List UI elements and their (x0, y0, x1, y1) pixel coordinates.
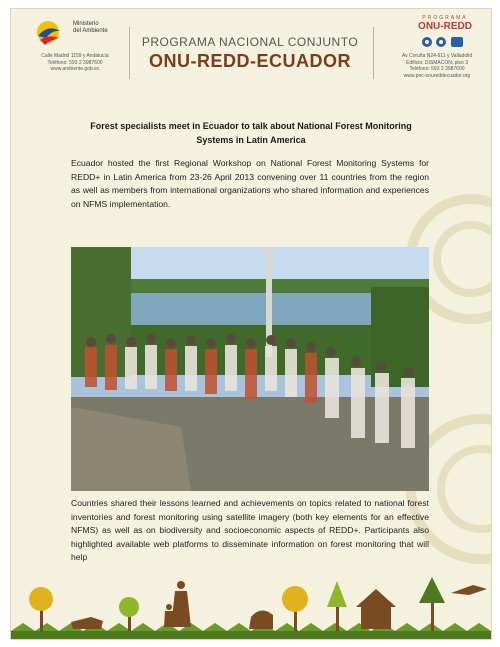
onu-redd-logo: ONU-REDD (418, 21, 472, 32)
document-page (10, 8, 492, 640)
tree-icon (419, 577, 445, 631)
hut-icon (356, 589, 396, 629)
monkey-icon (249, 610, 273, 629)
header-divider (129, 27, 130, 79)
header-divider (373, 27, 374, 79)
letterhead (11, 9, 491, 97)
ministry-name: Ministerio del Ambiente (73, 21, 108, 34)
article-paragraph: Countries shared their lessons learned and achievements on topics related to national forest inventories and forest monitoring using satellite imagery (both key elements for an effective NFMS) as well as on biodiversity and socioeconomic aspects of REDD+. Participants also highlighted available web platforms to disseminate information on forest monitoring that will help (71, 498, 429, 563)
ministry-contact: Calle Madrid 1159 y Andalucía Teléfono: 593 2 3987600 www.ambiente.gob.ec (41, 53, 109, 72)
family-icon (164, 581, 191, 627)
un-program-label: PROGRAMA (422, 15, 468, 21)
tree-icon (29, 587, 53, 631)
un-contact: Av Coruña N24-611 y Valladolid Edificio: DISMACON, piso 3 Teléfono: 593 2 3987600 www.pnc-onureddecuador.org (401, 53, 473, 79)
article-title: Forest specialists meet in Ecuador to talk about National Forest Monitoring Systems in Latin America (90, 121, 412, 145)
program-title: PROGRAMA NACIONAL CONJUNTO (141, 35, 359, 49)
un-agency-logos (421, 35, 471, 49)
article-paragraph: Ecuador hosted the first Regional Workshop on National Forest Monitoring Systems for REDD+ in Latin America from 23-26 April 2013 convening over 11 countries from the region as well as members from international organizations who shared information and experiences on NFMS implementation. (71, 158, 429, 209)
ministerio-ambiente-logo (35, 19, 71, 49)
group-photo (71, 247, 429, 491)
footer-illustration (11, 577, 491, 639)
tree-icon (327, 581, 347, 631)
program-subtitle: ONU-REDD-ECUADOR (149, 51, 351, 71)
jaguar-icon (71, 617, 103, 629)
bird-icon (451, 585, 487, 595)
